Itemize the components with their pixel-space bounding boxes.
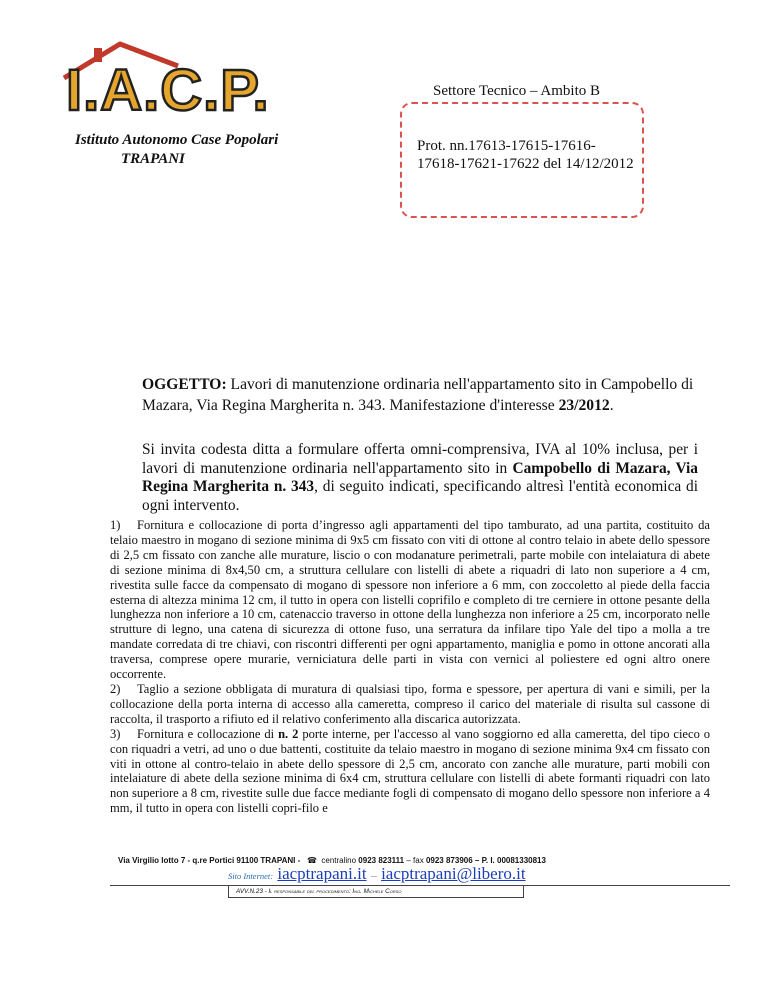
responsible-box [228, 885, 524, 898]
protocol-box [400, 102, 644, 218]
subject [142, 374, 698, 416]
subject-label: OGGETTO: [142, 376, 227, 393]
item-number: 3) [110, 726, 121, 741]
item-text: Fornitura e collocazione di porta d’ingresso agli appartamenti del tipo tamburato, ad una partita, costituito da telaio maestro in mogano di sezione minima di 9x5 cm fissato con viti di ottone al contro telaio in abete dello spessore di 2,5 cm fissato con zanche alle murature, liscio o con modanature perimetrali, parte mobile con intelaiatura di abete di sezione minima di 8x4,50 cm, a struttura cellulare con listelli di abete a riquadri di lato non superiore a 4 cm, rivestita sulle facce da compensato di mogano di spessore non inferiore a 6 mm, con zoccoletto al piede della faccia esterna di altezza minima 12 cm, il tutto in opera con listelli coprifilo e completo di tre cerniere in ottone pesante della lunghezza non inferiore a 10 cm, catenaccio traverso in ottone della lunghezza non inferiore a 25 cm, incorporato nelle strutture di legno, una catena di sicurezza di ottone fuso, una serratura da infilare tipo Yale del tipo a molla a tre mandate corredata di tre chiavi, con riscontri differenti per ogni appartamento, maniglia e pomo in ottone ancorati alla traversa, comprese opere murarie, verniciatura delle parti in vista con vernici al poliestere ed ogni altro onere occorrente. [110, 518, 710, 682]
vat-number: – P. I. 00081330813 [474, 856, 546, 865]
protocol-number: Prot. nn.17613-17615-17616-17618-17621-17622 del 14/12/2012 [417, 138, 634, 172]
institute-name [75, 131, 278, 169]
invite-paragraph [142, 441, 698, 515]
invite-text-1: Si invita codesta ditta a formulare offerta omni-comprensiva, IVA al 10% inclusa, per i lavori di manutenzione ordinaria nell'appartamento sito in [142, 441, 698, 477]
sector-label: Settore Tecnico – Ambito B [433, 83, 600, 99]
phone-icon: ☎ [306, 856, 317, 865]
phone-label: centralino [321, 856, 357, 865]
list-item [110, 727, 710, 816]
resp-prefix: AVV.N.23 - [236, 888, 267, 895]
resp-text: Il responsabile del procedimento: Ing. Michele Corso [268, 888, 402, 895]
item-pre: Fornitura e collocazione di [137, 726, 275, 741]
list-item [110, 518, 710, 682]
subject-text: Lavori di manutenzione ordinaria nell'appartamento sito in Campobello di Mazara, Via Regina Margherita n. 343. Manifestazione d'interesse [142, 376, 694, 414]
site-label: Sito Internet: [228, 871, 274, 881]
iacp-logo [60, 38, 268, 118]
list-item [110, 682, 710, 727]
item-number: 2) [110, 681, 121, 696]
invite-text-2: , di seguito indicati, specificando altresì l'entità economica di ogni intervento. [142, 478, 698, 514]
fax-number: 0923 873906 [425, 856, 473, 865]
phone-number: 0923 823111 [358, 856, 405, 865]
subject-ref: 23/2012 [558, 397, 610, 414]
subject-end: . [609, 397, 614, 414]
address: Via Virgilio lotto 7 - q.re Portici 91100 TRAPANI - [118, 856, 301, 865]
institute-city: TRAPANI [121, 151, 185, 167]
invite-location: Campobello di Mazara, Via Regina Margherita n. 343 [142, 459, 698, 495]
item-text: porte interne, per l'accesso al vano soggiorno ed alla cameretta, del tipo cieco o con riquadri a vetri, ad uno o due battenti, costituite da telaio maestro in mogano di sezione minima 9x4 cm fissato con viti in ottone al contro-telaio in abete dello spessore di 2,5 cm, ancorato con zanche alle murature, parti mobili con intelaiature di abete della sezione minima di 6x4 cm, struttura cellulare con listelli di abete formanti riquadri con lato non superiore a 8 cm, rivestite sulle due facce mediante fogli di compensato di mogano dello spessore non inferiore a 4 mm, il tutto in opera con listelli copri-filo e [110, 726, 711, 816]
link-separator: – [370, 868, 377, 882]
website-link[interactable]: iacptrapani.it [277, 864, 367, 883]
logo-text: I.A.C.P. [66, 58, 268, 118]
institute-line1: Istituto Autonomo Case Popolari [75, 132, 279, 148]
fax-label: – fax [406, 856, 424, 865]
item-number: 1) [110, 518, 121, 532]
email-link[interactable]: iacptrapani@libero.it [381, 864, 526, 883]
item-text: Taglio a sezione obbligata di muratura di qualsiasi tipo, forma e spessore, per apertura di vani e simili, per la collocazione della porta interna di accesso alla cameretta, compreso il carico del materiale di risulta sul cassone di raccolta, il trasporto a rifiuto ed il relativo conferimento alla discarica autorizzata. [110, 681, 710, 726]
work-items [110, 518, 710, 816]
item-quantity: n. 2 [278, 726, 299, 741]
footer-links [228, 864, 526, 884]
